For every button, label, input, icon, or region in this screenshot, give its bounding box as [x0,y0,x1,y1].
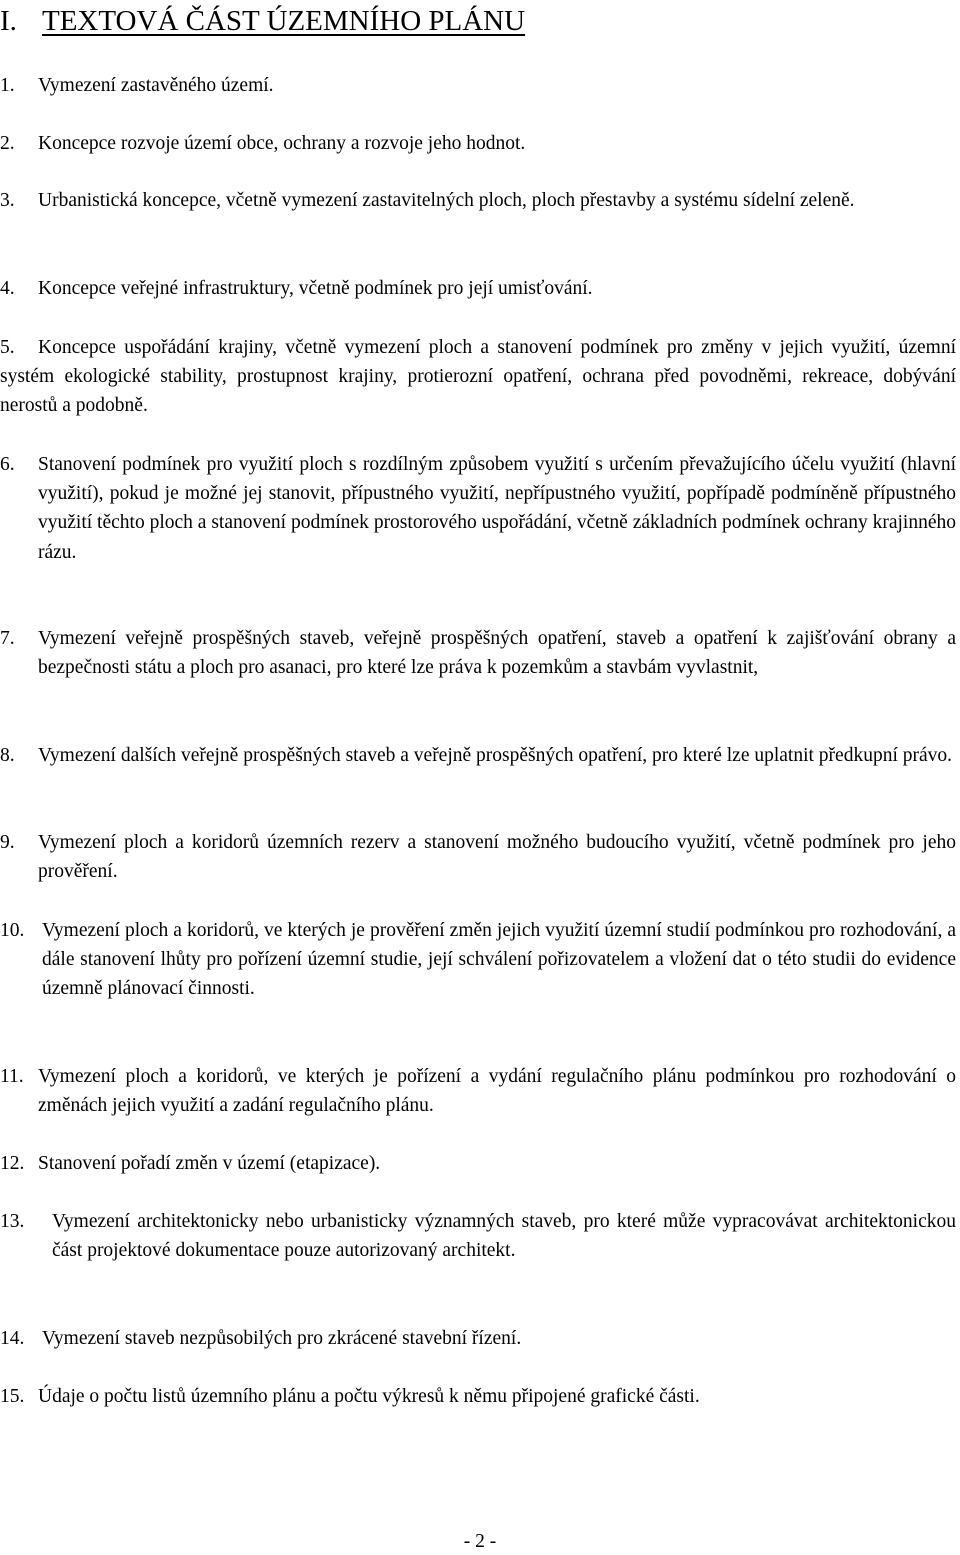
item-text: Vymezení ploch a koridorů, ve kterých je pořízení a vydání regulačního plánu podmínkou pro rozhodování o změnách jejich využití a zadání regulačního plánu. [38,1066,956,1117]
item-text: Koncepce veřejné infrastruktury, včetně podmínek pro její umisťování. [38,278,593,299]
list-item-5 [0,333,956,421]
item-number: 13. [0,1211,25,1232]
item-number: 10. [0,920,25,941]
list-item-11 [0,1062,956,1120]
section-title: TEXTOVÁ ČÁST ÚZEMNÍHO PLÁNU [42,5,526,37]
item-text: Stanovení pořadí změn v území (etapizace). [38,1153,381,1174]
item-number: 2. [0,133,15,154]
item-text: Vymezení ploch a koridorů, ve kterých je prověření změn jejich využití územní studií podmínkou pro rozhodování, a dále stanovení lhůty pro pořízení územní studie, její schválení pořizovatelem a vložení dat o této studii do evidence územně plánovací činnosti. [42,920,956,1000]
item-number: 15. [0,1386,25,1407]
list-item-14 [0,1324,956,1353]
section-number: I. [0,5,17,37]
item-text: Urbanistická koncepce, včetně vymezení zastavitelných ploch, ploch přestavby a systému sídelní zeleně. [38,190,855,211]
item-number: 6. [0,454,15,475]
list-item-2 [0,129,956,158]
item-number: 1. [0,75,15,96]
item-text: Vymezení zastavěného území. [38,75,274,96]
item-text: Vymezení veřejně prospěšných staveb, veřejně prospěšných opatření, staveb a opatření k zajišťování obrany a bezpečnosti státu a ploch pro asanaci, pro které lze práva k pozemkům a stavbám vyvlastnit, [38,628,956,679]
page-footer [0,1529,960,1555]
item-number: 12. [0,1153,25,1174]
item-text: Vymezení dalších veřejně prospěšných staveb a veřejně prospěšných opatření, pro které lze uplatnit předkupní právo. [38,745,953,766]
section-heading [0,2,525,40]
item-number: 3. [0,190,15,211]
item-number: 7. [0,628,15,649]
item-text: Vymezení staveb nezpůsobilých pro zkrácené stavební řízení. [42,1328,522,1349]
list-item-12 [0,1149,956,1178]
item-number: 5. [0,337,15,358]
list-item-10 [0,916,956,1004]
item-text: Koncepce rozvoje území obce, ochrany a rozvoje jeho hodnot. [38,133,526,154]
item-text: Vymezení architektonicky nebo urbanisticky významných staveb, pro které může vypracovávat architektonickou část projektové dokumentace pouze autorizovaný architekt. [52,1211,956,1262]
item-text: Vymezení ploch a koridorů územních rezerv a stanovení možného budoucího využití, včetně podmínek pro jeho prověření. [38,832,956,883]
list-item-15 [0,1382,956,1411]
item-number: 9. [0,832,15,853]
list-item-3 [0,186,956,215]
item-text: Údaje o počtu listů územního plánu a počtu výkresů k němu připojené grafické části. [38,1386,700,1407]
item-text: Koncepce uspořádání krajiny, včetně vymezení ploch a stanovení podmínek pro změny v jejich využití, územní systém ekologické stability, prostupnost krajiny, protierozní opatření, ochrana před povodněmi, rekreace, dobývání nerostů a podobně. [0,337,956,417]
list-item-13 [0,1207,956,1265]
item-text: Stanovení podmínek pro využití ploch s rozdílným způsobem využití s určením převažujícího účelu využití (hlavní využití), pokud je možné jej stanovit, přípustného využití, nepřípustného využití, popřípadě podmíněně přípustného využití těchto ploch a stanovení podmínek prostorového uspořádání, včetně základních podmínek ochrany krajinného rázu. [38,454,956,563]
list-item-8 [0,741,956,770]
list-item-6 [0,450,956,567]
list-item-1 [0,71,956,100]
page-number: - 2 - [463,1531,497,1552]
item-number: 11. [0,1066,24,1087]
item-number: 14. [0,1328,25,1349]
list-item-9 [0,828,956,886]
item-number: 8. [0,745,15,766]
item-number: 4. [0,278,15,299]
list-item-4 [0,274,956,303]
list-item-7 [0,624,956,682]
